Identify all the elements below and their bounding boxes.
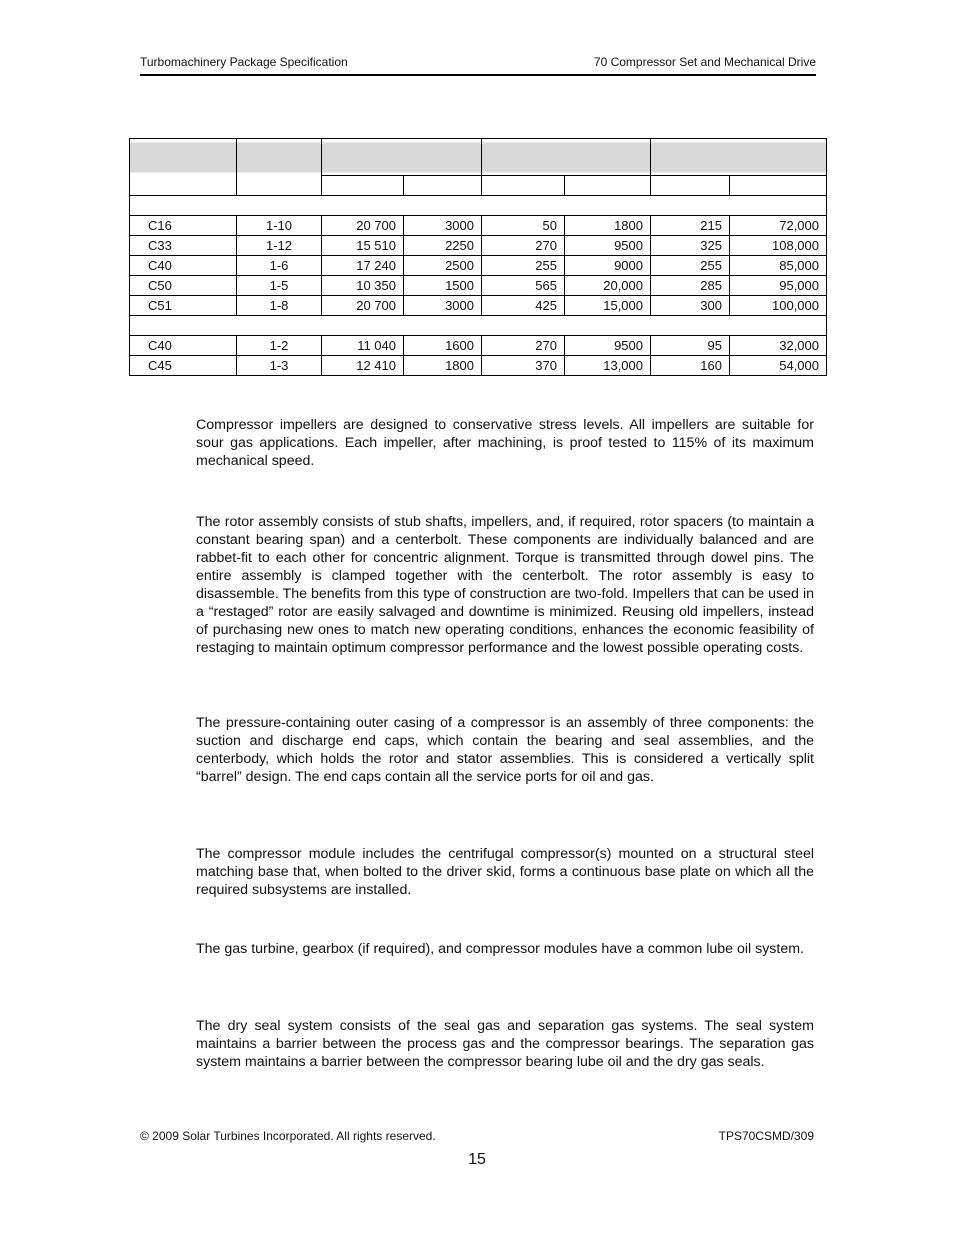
header-title: Turbomachinery Package Specification (140, 55, 348, 69)
value-cell: 3000 (404, 296, 482, 316)
paragraph-dry-seal: The dry seal system consists of the seal gas and separation gas systems. The seal system maintains a barrier between the process gas and the compressor bearings. The separation gas system maintains a barrier between the compressor bearing lube oil and the dry gas seals. (196, 1018, 814, 1070)
header-cell-model (130, 139, 237, 196)
model-cell: C33 (130, 236, 237, 256)
model-cell: C40 (130, 256, 237, 276)
unit-cell (482, 176, 565, 196)
value-cell: 1500 (404, 276, 482, 296)
value-cell: 1600 (404, 336, 482, 356)
unit-cell (322, 176, 404, 196)
value-cell: 1800 (404, 356, 482, 376)
paragraph-lube-oil: The gas turbine, gearbox (if required), and compressor modules have a common lube oil system. (196, 941, 804, 957)
unit-cell (730, 176, 827, 196)
paragraph-compressor-module: The compressor module includes the centrifugal compressor(s) mounted on a structural steel matching base that, when bolted to the driver skid, forms a continuous base plate on which all the required subsystems are installed. (196, 846, 814, 898)
value-cell: 285 (651, 276, 730, 296)
value-cell: 54,000 (730, 356, 827, 376)
unit-cell (565, 176, 651, 196)
value-cell: 1-6 (237, 256, 322, 276)
value-cell: 20 700 (322, 216, 404, 236)
model-cell: C51 (130, 296, 237, 316)
value-cell: 2500 (404, 256, 482, 276)
value-cell: 17 240 (322, 256, 404, 276)
model-cell: C45 (130, 356, 237, 376)
value-cell: 95 (651, 336, 730, 356)
value-cell: 10 350 (322, 276, 404, 296)
value-cell: 20 700 (322, 296, 404, 316)
value-cell: 3000 (404, 216, 482, 236)
paragraph-casing: The pressure-containing outer casing of a compressor is an assembly of three components: the suction and discharge end caps, which contain the bearing and seal assemblies, and the centerbody, which holds the rotor and stator assemblies. This is considered a vertically split “barrel” design. The end caps contain all the service ports for oil and gas. (196, 715, 814, 785)
value-cell: 1-2 (237, 336, 322, 356)
value-cell: 1800 (565, 216, 651, 236)
value-cell: 72,000 (730, 216, 827, 236)
unit-cell (404, 176, 482, 196)
value-cell: 85,000 (730, 256, 827, 276)
paragraph-rotor-assembly: The rotor assembly consists of stub shafts, impellers, and, if required, rotor spacers (to maintain a constant bearing span) and a centerbolt. These components are individually balanced and are rabbet-fit to each other for concentric alignment. Torque is transmitted through dowel pins. The entire assembly is clamped together with the centerbolt. The rotor assembly is easy to disassemble. The benefits from this type of construction are two-fold. Impellers that can be used in a “restaged” rotor are easily salvaged and downtime is minimized. Reusing old impellers, instead of purchasing new ones to match new operating conditions, enhances the economic feasibility of restaging to maintain optimum compressor performance and the lowest possible operating costs. (196, 514, 814, 656)
value-cell: 565 (482, 276, 565, 296)
value-cell: 1-8 (237, 296, 322, 316)
value-cell: 13,000 (565, 356, 651, 376)
value-cell: 215 (651, 216, 730, 236)
table-row (130, 336, 827, 356)
value-cell: 9500 (565, 336, 651, 356)
value-cell: 32,000 (730, 336, 827, 356)
value-cell: 9000 (565, 256, 651, 276)
value-cell: 20,000 (565, 276, 651, 296)
value-cell: 255 (651, 256, 730, 276)
table-row (130, 216, 827, 236)
table-row (130, 236, 827, 256)
value-cell: 270 (482, 236, 565, 256)
table-header-row (130, 139, 827, 176)
value-cell: 11 040 (322, 336, 404, 356)
value-cell: 100,000 (730, 296, 827, 316)
footer-copyright: © 2009 Solar Turbines Incorporated. All rights reserved. (140, 1129, 436, 1143)
unit-cell (651, 176, 730, 196)
header-cell-pressure (322, 139, 482, 176)
value-cell: 425 (482, 296, 565, 316)
table-group-1 (130, 216, 827, 316)
header-cell-power (651, 139, 827, 176)
value-cell: 108,000 (730, 236, 827, 256)
page-number: 15 (468, 1151, 486, 1168)
value-cell: 370 (482, 356, 565, 376)
value-cell: 160 (651, 356, 730, 376)
value-cell: 95,000 (730, 276, 827, 296)
value-cell: 15 510 (322, 236, 404, 256)
header-cell-flow (482, 139, 651, 176)
header-cell-stages (237, 139, 322, 196)
table-row (130, 256, 827, 276)
value-cell: 12 410 (322, 356, 404, 376)
model-cell: C50 (130, 276, 237, 296)
value-cell: 1-10 (237, 216, 322, 236)
value-cell: 270 (482, 336, 565, 356)
value-cell: 2250 (404, 236, 482, 256)
footer-doc-id: TPS70CSMD/309 (718, 1129, 814, 1143)
compressor-spec-table (129, 138, 827, 376)
table-row (130, 356, 827, 376)
header-section: 70 Compressor Set and Mechanical Drive (593, 55, 816, 69)
value-cell: 300 (651, 296, 730, 316)
value-cell: 50 (482, 216, 565, 236)
value-cell: 1-3 (237, 356, 322, 376)
value-cell: 255 (482, 256, 565, 276)
model-cell: C40 (130, 336, 237, 356)
model-cell: C16 (130, 216, 237, 236)
value-cell: 1-5 (237, 276, 322, 296)
value-cell: 15,000 (565, 296, 651, 316)
value-cell: 9500 (565, 236, 651, 256)
table-group-row-2 (130, 316, 827, 336)
table-group-row-1 (130, 196, 827, 216)
page-header (140, 55, 816, 76)
table-group-2 (130, 336, 827, 376)
table-row (130, 276, 827, 296)
value-cell: 325 (651, 236, 730, 256)
table-row (130, 296, 827, 316)
paragraph-impellers: Compressor impellers are designed to conservative stress levels. All impellers are suitable for sour gas applications. Each impeller, after machining, is proof tested to 115% of its maximum mechanical speed. (196, 417, 814, 469)
value-cell: 1-12 (237, 236, 322, 256)
